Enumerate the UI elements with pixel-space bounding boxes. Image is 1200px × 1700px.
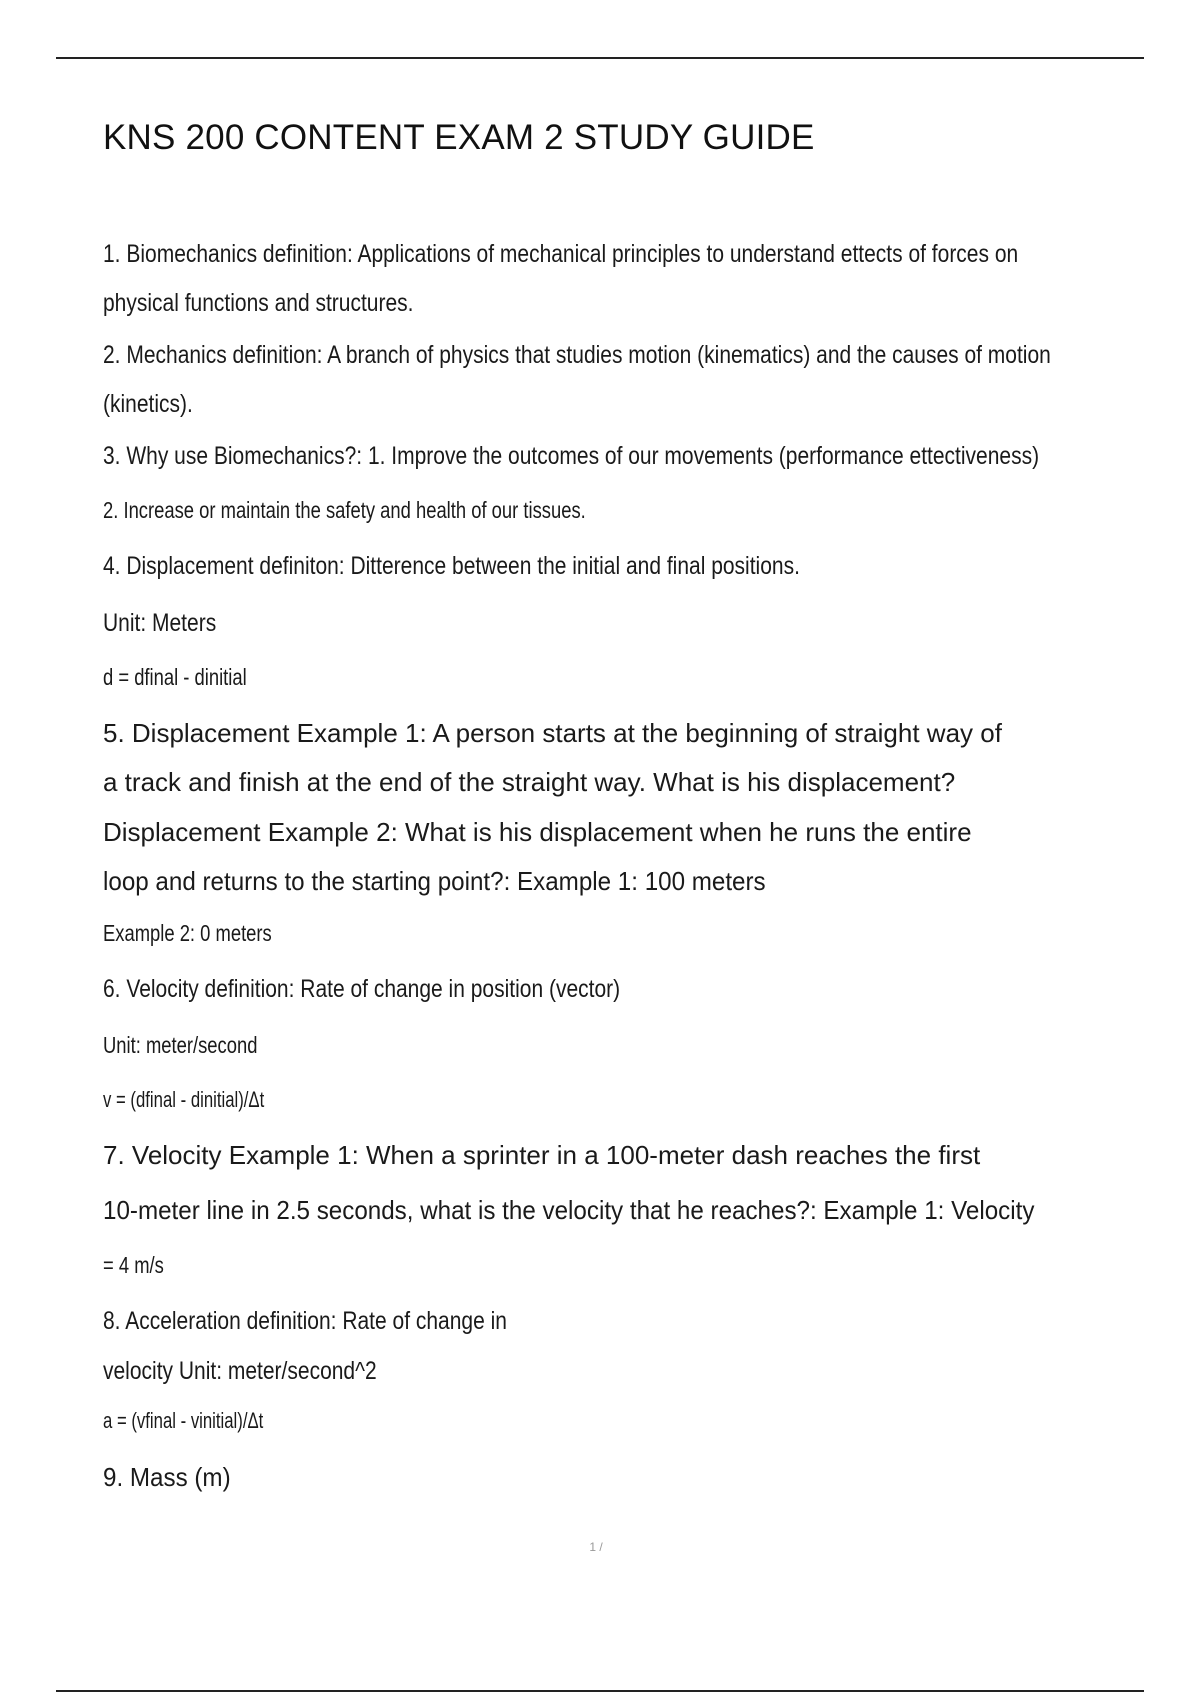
text-line-23: a = (vfinal - vinitial)/Δt [103,1408,264,1433]
text-line-3: 2. Mechanics definition: A branch of physics that studies motion (kinematics) and the causes of motion [103,341,1051,369]
document-title: KNS 200 CONTENT EXAM 2 STUDY GUIDE [103,118,815,157]
text-line-5: 3. Why use Biomechanics?: 1. Improve the outcomes of our movements (performance ettectiveness) [103,442,1040,470]
text-line-1: 1. Biomechanics definition: Applications of mechanical principles to understand ettects of forces on [103,240,1019,268]
text-line-12: Displacement Example 2: What is his displacement when he runs the entire [103,817,972,847]
text-line-11: a track and finish at the end of the straight way. What is his displacement? [103,767,956,797]
text-line-13: loop and returns to the starting point?: Example 1: 100 meters [103,866,766,896]
text-line-8: Unit: Meters [103,609,217,637]
text-line-2: physical functions and structures. [103,289,414,317]
text-line-17: v = (dfinal - dinitial)/Δt [103,1087,265,1112]
page-number: 1 / [589,1540,603,1554]
text-line-14: Example 2: 0 meters [103,920,272,946]
text-line-6: 2. Increase or maintain the safety and health of our tissues. [103,497,586,523]
text-line-15: 6. Velocity definition: Rate of change in position (vector) [103,975,621,1003]
text-line-20: = 4 m/s [103,1252,164,1278]
text-line-7: 4. Displacement definiton: Ditterence between the initial and final positions. [103,552,800,580]
text-line-16: Unit: meter/second [103,1032,258,1058]
text-line-19: 10-meter line in 2.5 seconds, what is the velocity that he reaches?: Example 1: Velocity [103,1195,1035,1225]
bottom-rule [56,1690,1144,1692]
text-line-4: (kinetics). [103,390,193,418]
text-line-10: 5. Displacement Example 1: A person starts at the beginning of straight way of [103,718,1002,748]
text-line-18: 7. Velocity Example 1: When a sprinter in a 100-meter dash reaches the first [103,1140,981,1170]
top-rule [56,57,1144,59]
text-line-21: 8. Acceleration definition: Rate of change in [103,1307,507,1335]
text-line-22: velocity Unit: meter/second^2 [103,1357,377,1385]
text-line-24: 9. Mass (m) [103,1462,231,1492]
text-line-9: d = dfinal - dinitial [103,664,247,690]
